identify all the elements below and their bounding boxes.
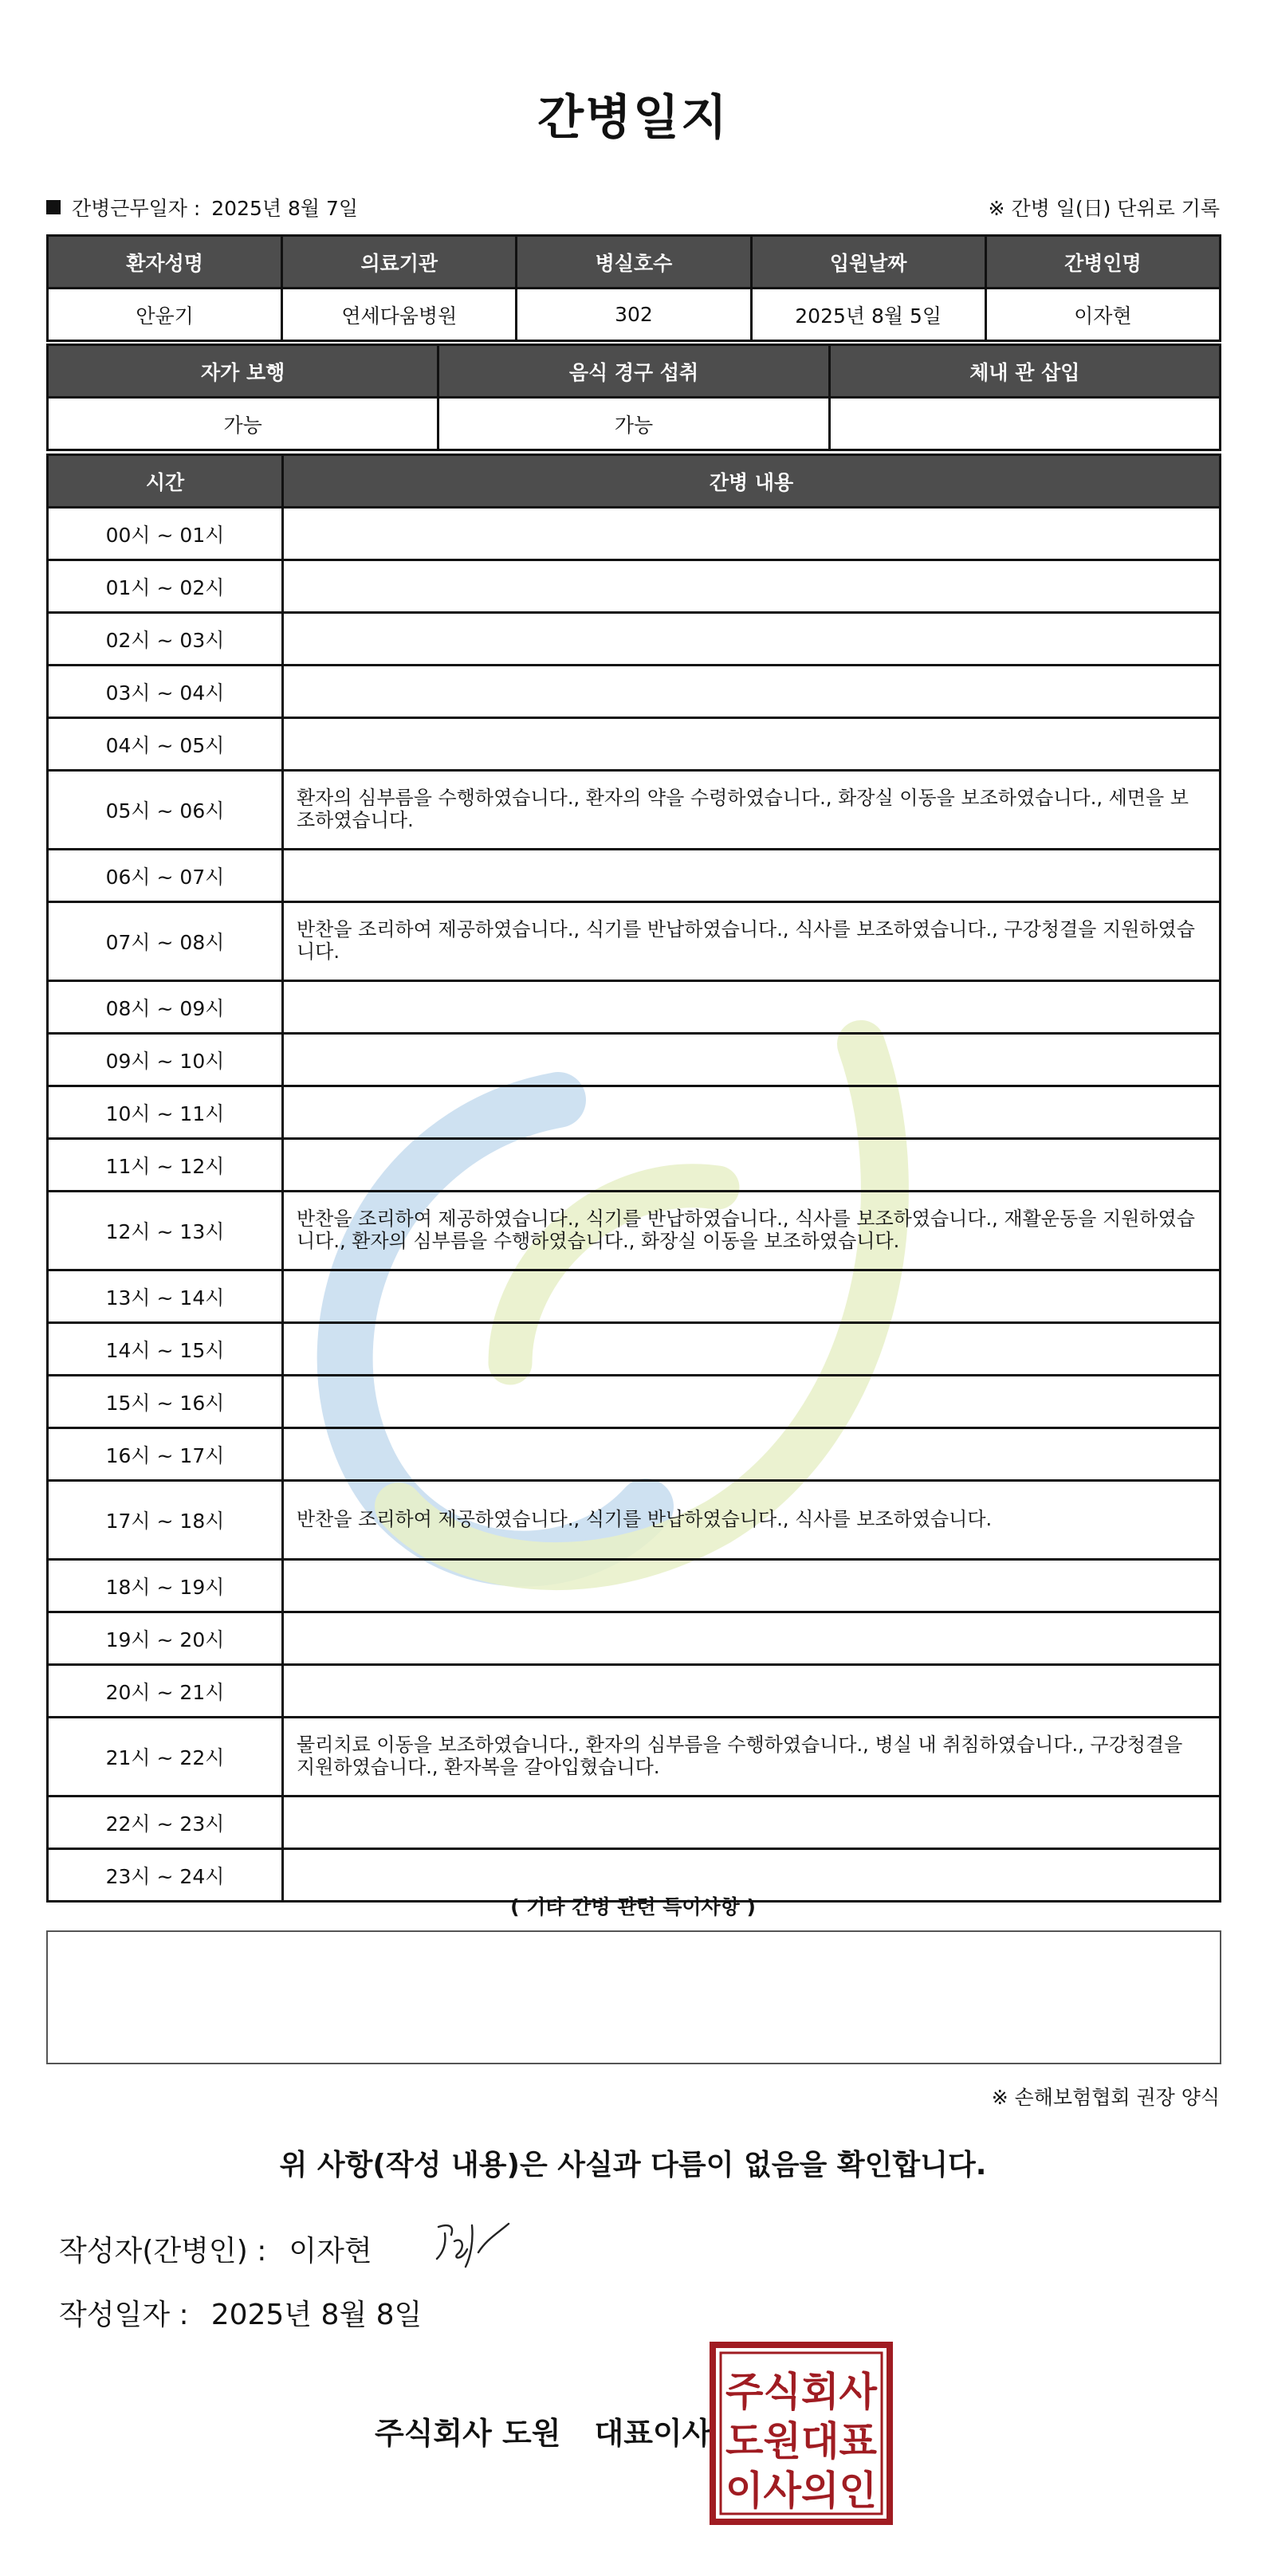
time-cell: 14시 ~ 15시: [48, 1323, 283, 1376]
care-content-cell: [283, 560, 1221, 613]
care-content-cell: [283, 1376, 1221, 1428]
care-content-cell: [283, 1428, 1221, 1481]
patient-info-table: [46, 234, 1221, 342]
table-row: [48, 1192, 1221, 1270]
time-cell: 20시 ~ 21시: [48, 1665, 283, 1718]
header-time: 시간: [48, 455, 283, 508]
table-header-row: [48, 236, 1221, 289]
room-number: 302: [517, 289, 751, 341]
self-walking-value: 가능: [48, 398, 438, 450]
patient-status-table: [46, 344, 1221, 451]
square-bullet-icon: [46, 200, 61, 214]
company-seal-icon: [710, 2342, 893, 2525]
table-row: [48, 613, 1221, 666]
time-cell: 15시 ~ 16시: [48, 1376, 283, 1428]
table-row: [48, 1376, 1221, 1428]
table-row: [48, 1428, 1221, 1481]
company-title: 대표이사: [594, 2416, 712, 2451]
table-row: [48, 1797, 1221, 1849]
written-date-label: 작성일자 :: [59, 2299, 189, 2331]
time-cell: 06시 ~ 07시: [48, 850, 283, 902]
care-content-cell: [283, 613, 1221, 666]
work-date-label: 간병근무일자 :: [72, 197, 201, 220]
care-content-cell: [283, 1034, 1221, 1086]
time-cell: 10시 ~ 11시: [48, 1086, 283, 1139]
table-row: [48, 666, 1221, 718]
table-row: [48, 1086, 1221, 1139]
time-cell: 22시 ~ 23시: [48, 1797, 283, 1849]
confirm-statement: 위 사항(작성 내용)은 사실과 다름이 없음을 확인합니다.: [279, 2149, 987, 2181]
oral-intake-value: 가능: [438, 398, 829, 450]
header-patient-name: 환자성명: [48, 236, 282, 289]
care-content-cell: [283, 981, 1221, 1034]
time-cell: 01시 ~ 02시: [48, 560, 283, 613]
header-oral-intake: 음식 경구 섭취: [438, 345, 829, 398]
header-caregiver: 간병인명: [985, 236, 1220, 289]
time-cell: 19시 ~ 20시: [48, 1612, 283, 1665]
admission-date: 2025년 8월 5일: [751, 289, 985, 341]
caregiver-name: 이자현: [985, 289, 1220, 341]
header-self-walking: 자가 보행: [48, 345, 438, 398]
table-row: [48, 1665, 1221, 1718]
time-cell: 02시 ~ 03시: [48, 613, 283, 666]
care-content-cell: [283, 1270, 1221, 1323]
company-line: [375, 2409, 711, 2452]
care-log-table: [46, 454, 1221, 1903]
table-row: [48, 1139, 1221, 1192]
time-cell: 03시 ~ 04시: [48, 666, 283, 718]
care-content-cell: 반찬을 조리하여 제공하였습니다., 식기를 반납하였습니다., 식사를 보조하였습니다., 재활운동을 지원하였습니다., 환자의 심부름을 수행하였습니다., 화장실 이동을 보조하였습니다.: [283, 1192, 1221, 1270]
meta-row: [46, 191, 1220, 223]
care-content-cell: [283, 850, 1221, 902]
writer-name: 이자현: [289, 2235, 372, 2268]
time-cell: 16시 ~ 17시: [48, 1428, 283, 1481]
care-content-cell: [283, 1323, 1221, 1376]
care-content-cell: 반찬을 조리하여 제공하였습니다., 식기를 반납하였습니다., 식사를 보조하였습니다., 구강청결을 지원하였습니다.: [283, 902, 1221, 981]
care-content-cell: [283, 1139, 1221, 1192]
table-header-row: [48, 345, 1221, 398]
care-content-cell: [283, 508, 1221, 560]
table-header-row: [48, 455, 1221, 508]
table-row: [48, 1718, 1221, 1797]
table-row: [48, 1323, 1221, 1376]
header-admission-date: 입원날짜: [751, 236, 985, 289]
care-content-cell: [283, 718, 1221, 771]
time-cell: 04시 ~ 05시: [48, 718, 283, 771]
time-cell: 09시 ~ 10시: [48, 1034, 283, 1086]
care-content-cell: [283, 1665, 1221, 1718]
header-tube-insertion: 체내 관 삽입: [829, 345, 1220, 398]
table-row: [48, 508, 1221, 560]
hospital-name: 연세다움병원: [282, 289, 517, 341]
time-cell: 07시 ~ 08시: [48, 902, 283, 981]
signature-icon: [431, 2217, 518, 2276]
seal-line-1: 주식회사: [725, 2369, 878, 2415]
table-row: [48, 718, 1221, 771]
written-date-value: 2025년 8월 8일: [210, 2299, 423, 2331]
time-cell: 08시 ~ 09시: [48, 981, 283, 1034]
notes-label: ( 기타 간병 관련 특이사항 ): [510, 1895, 756, 1918]
work-date-value: 2025년 8월 7일: [211, 197, 359, 220]
time-cell: 17시 ~ 18시: [48, 1481, 283, 1560]
work-date: [46, 193, 358, 222]
table-row: [48, 398, 1221, 450]
care-content-cell: [283, 1086, 1221, 1139]
care-log-body: [48, 508, 1221, 1902]
table-row: [48, 560, 1221, 613]
care-content-cell: 환자의 심부름을 수행하였습니다., 환자의 약을 수령하였습니다., 화장실 이동을 보조하였습니다., 세면을 보조하였습니다.: [283, 771, 1221, 850]
time-cell: 05시 ~ 06시: [48, 771, 283, 850]
table-row: [48, 902, 1221, 981]
time-cell: 18시 ~ 19시: [48, 1560, 283, 1612]
writer-line: [59, 2228, 372, 2269]
care-content-cell: [283, 1797, 1221, 1849]
table-row: [48, 981, 1221, 1034]
header-care-content: 간병 내용: [283, 455, 1221, 508]
notes-box: [46, 1930, 1221, 2064]
time-cell: 11시 ~ 12시: [48, 1139, 283, 1192]
care-content-cell: [283, 666, 1221, 718]
unit-note: ※ 간병 일(日) 단위로 기록: [988, 197, 1220, 220]
time-cell: 21시 ~ 22시: [48, 1718, 283, 1797]
header-room: 병실호수: [517, 236, 751, 289]
care-content-cell: 물리치료 이동을 보조하였습니다., 환자의 심부름을 수행하였습니다., 병실 내 취침하였습니다., 구강청결을 지원하였습니다., 환자복을 갈아입혔습니다.: [283, 1718, 1221, 1797]
table-row: [48, 1034, 1221, 1086]
care-content-cell: [283, 1612, 1221, 1665]
time-cell: 23시 ~ 24시: [48, 1849, 283, 1902]
writer-label: 작성자(간병인) :: [59, 2235, 267, 2268]
table-row: [48, 1612, 1221, 1665]
table-row: [48, 289, 1221, 341]
patient-name: 안윤기: [48, 289, 282, 341]
header-hospital: 의료기관: [282, 236, 517, 289]
tube-insertion-value: [829, 398, 1220, 450]
care-content-cell: 반찬을 조리하여 제공하였습니다., 식기를 반납하였습니다., 식사를 보조하였습니다.: [283, 1481, 1221, 1560]
document-title: 간병일지: [537, 90, 729, 146]
time-cell: 00시 ~ 01시: [48, 508, 283, 560]
recommend-note: ※ 손해보험협회 권장 양식: [991, 2086, 1220, 2109]
seal-line-2: 도원대표: [725, 2418, 878, 2464]
table-row: [48, 1270, 1221, 1323]
table-row: [48, 1481, 1221, 1560]
company-name: 주식회사 도원: [375, 2416, 561, 2451]
seal-line-3: 이사의인: [725, 2468, 877, 2514]
table-row: [48, 771, 1221, 850]
table-row: [48, 1560, 1221, 1612]
written-date-line: [59, 2292, 422, 2333]
table-row: [48, 850, 1221, 902]
time-cell: 13시 ~ 14시: [48, 1270, 283, 1323]
time-cell: 12시 ~ 13시: [48, 1192, 283, 1270]
care-content-cell: [283, 1560, 1221, 1612]
